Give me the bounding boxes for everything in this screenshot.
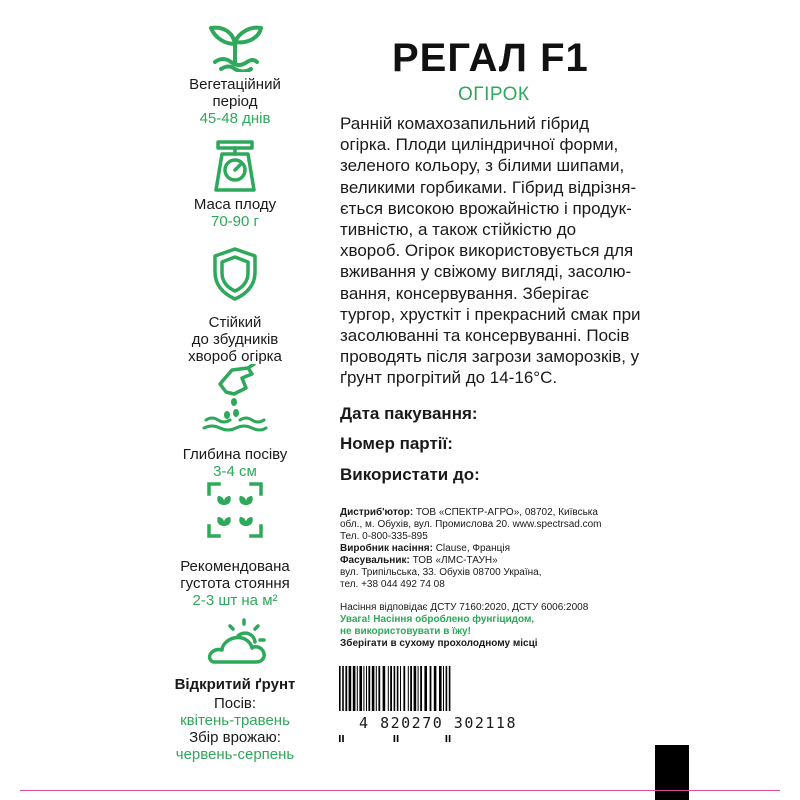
feature-mass (150, 138, 320, 230)
storage-text: Зберігати в сухому прохолодному місці (340, 638, 538, 649)
description-line: тургор, хрусткіт і прекрасний смак при (340, 304, 641, 324)
density-value: 2-3 шт на м² (192, 592, 278, 609)
description-line: хвороб. Огірок використовується для (340, 241, 634, 261)
sprout-icon (195, 20, 275, 72)
barcode-bar (418, 666, 419, 712)
cut-line (20, 790, 780, 791)
barcode-bar (345, 666, 347, 712)
barcode-bar (434, 666, 437, 712)
vegetation-label-1: Вегетаційний (189, 76, 281, 93)
open-ground-title: Відкритий ґрунт (174, 676, 296, 693)
barcode-bar (359, 666, 362, 712)
producer-value: Clause, Франція (432, 543, 510, 554)
feature-density (150, 480, 320, 609)
resistance-label-1: Стійкий (208, 314, 262, 331)
vegetation-value: 45-48 днів (199, 110, 271, 127)
barcode-bar (372, 666, 375, 712)
packer-phone: тел. +38 044 492 74 08 (340, 579, 445, 590)
barcode-bar (410, 666, 412, 712)
barcode-bar (363, 666, 364, 712)
description-line: ґрунт прогрітий до 14-16°С. (340, 368, 558, 388)
shield-icon (210, 246, 260, 302)
packer-label: Фасувальник: (340, 555, 410, 566)
barcode-bar (357, 666, 358, 712)
resistance-label-2: до збудників (191, 331, 279, 348)
barcode-bar (400, 666, 401, 712)
sowing-label: Посів: (213, 695, 257, 712)
warning-text-2: не використовувати в їжу! (340, 626, 471, 637)
weather-icon (200, 616, 270, 668)
standard-text: Насіння відповідає ДСТУ 7160:2020, ДСТУ 6006:2008 (340, 602, 589, 613)
feature-depth (150, 364, 320, 480)
barcode-bar (408, 666, 409, 712)
description-line: вживання у свіжому вигляді, засолю- (340, 262, 632, 282)
description-line: великими горбиками. Гібрид відрізня- (340, 177, 637, 197)
feature-open-ground (150, 616, 320, 763)
barcode-bar (353, 666, 356, 712)
plant-grid-icon (205, 480, 265, 540)
packer-address: вул. Трипільська, 33. Обухів 08700 Україна, (340, 567, 542, 578)
vegetation-label-2: період (212, 93, 258, 110)
scale-icon (210, 138, 260, 194)
compliance-info (340, 602, 640, 650)
harvest-label: Збір врожаю: (189, 729, 281, 746)
description-line: проводять після загрози заморозків, у (340, 347, 640, 367)
packer-name: ТОВ «ЛМС-ТАУН» (409, 555, 498, 566)
product-name: РЕГАЛ F1 (392, 36, 589, 80)
barcode-bar (443, 666, 444, 712)
barcode-bar (414, 666, 417, 712)
barcode-bar (383, 666, 386, 712)
barcode-bar (390, 666, 392, 712)
print-mark (655, 745, 689, 800)
distributor-address: обл., м. Обухів, вул. Промислова 20. www.spectrsad.com (340, 519, 602, 530)
warning-text-1: Увага! Насіння оброблено фунгіцидом, (340, 614, 535, 625)
distributor-phone: Тел. 0-800-335-895 (340, 531, 428, 542)
description-line: огірка. Плоди циліндричної форми, (340, 135, 619, 155)
barcode-number: 4 820270 302118 (338, 711, 538, 735)
barcode-bar (403, 666, 405, 712)
resistance-label-3: хвороб огірка (188, 348, 282, 365)
sowing-value: квітень-травень (180, 712, 290, 729)
distributor-text: ТОВ «СПЕКТР-АГРО», 08702, Київська (413, 507, 598, 518)
description-line: вання, консервування. Зберігає (340, 283, 589, 303)
barcode-bar (378, 666, 380, 712)
producer-label: Виробник насіння: (340, 543, 433, 554)
description-line: ється високою врожайністю і продук- (340, 198, 632, 218)
barcode-bar (388, 666, 389, 712)
barcode-bar (368, 666, 370, 712)
product-crop: ОГІРОК (458, 84, 530, 105)
description (340, 113, 660, 389)
description-line: тивністю, а також стійкістю до (340, 220, 577, 240)
barcode-bar (424, 666, 427, 712)
use-by-field: Використати до: (340, 465, 480, 484)
barcode-bar (349, 666, 352, 712)
barcode-bar (376, 666, 377, 712)
mass-value: 70-90 г (210, 213, 259, 230)
description-line: Ранній комахозапильний гібрид (340, 114, 590, 133)
barcode-bar (420, 666, 422, 712)
mass-label: Маса плоду (193, 196, 277, 213)
description-line: зеленого кольору, з білими шипами, (340, 156, 625, 176)
feature-resistance (150, 246, 320, 365)
distributor-label: Дистриб'ютор: (340, 507, 414, 518)
barcode-bar (439, 666, 442, 712)
sowing-hand-icon (202, 364, 268, 434)
depth-label: Глибина посіву (182, 446, 288, 463)
harvest-value: червень-серпень (175, 746, 295, 763)
barcode-bar (366, 666, 367, 712)
density-label-2: густота стояння (180, 575, 290, 592)
pack-date-field: Дата пакування: (340, 404, 478, 423)
feature-vegetation (150, 20, 320, 127)
company-info (340, 507, 640, 591)
density-label-1: Рекомендована (180, 558, 290, 575)
depth-value: 3-4 см (213, 463, 257, 480)
barcode-bar (430, 666, 432, 712)
batch-number-field: Номер партії: (340, 434, 453, 453)
description-line: засолюванні та консервуванні. Посів (340, 326, 630, 346)
